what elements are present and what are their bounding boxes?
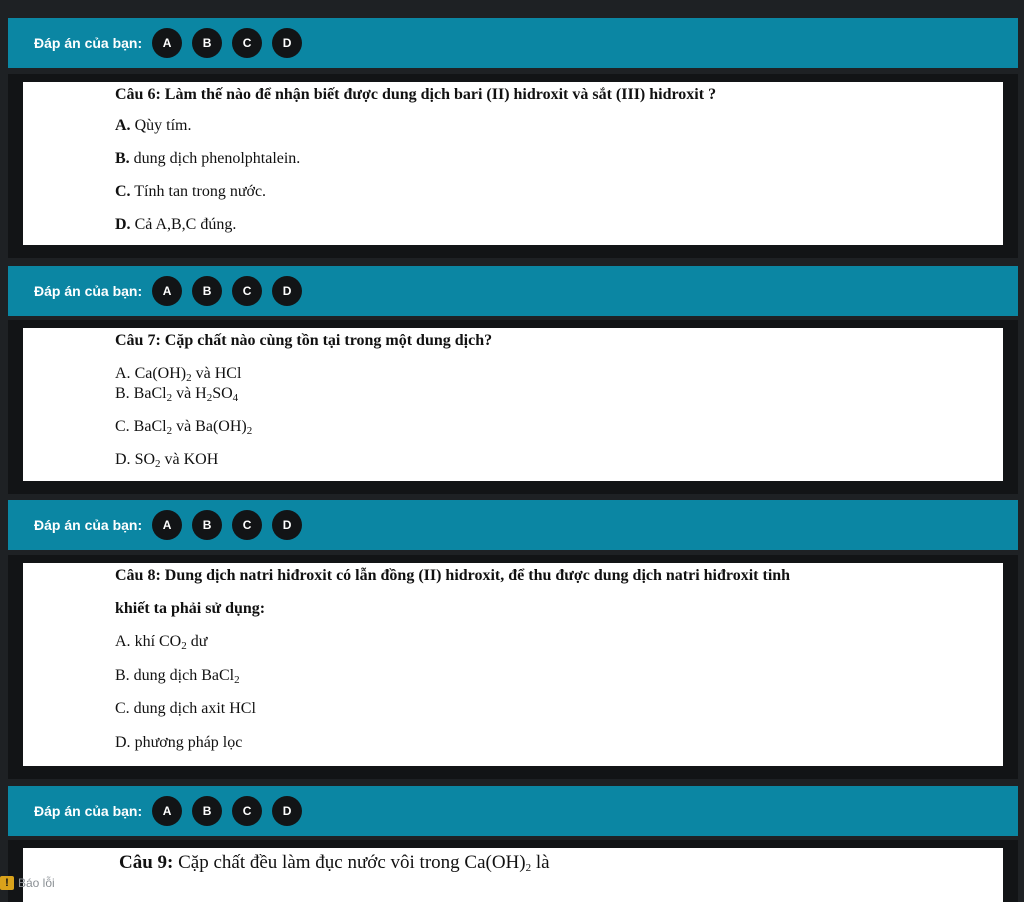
option-d-button[interactable]: D [272,276,302,306]
option-b-button[interactable]: B [192,276,222,306]
option-d-button[interactable]: D [272,510,302,540]
option-c-button[interactable]: C [232,276,262,306]
question-card-9 [23,848,1003,902]
option-c-button[interactable]: C [232,510,262,540]
answer-label: Đáp án của bạn: [34,283,143,299]
choice-a: A. khí $CO_2$ dư [115,633,208,652]
answer-label: Đáp án của bạn: [34,35,143,51]
choice-d: D. Cả A,B,C đúng. [115,216,237,233]
option-a-button[interactable]: A [152,276,182,306]
option-d-button[interactable]: D [272,28,302,58]
answer-bar-q6 [8,18,1018,68]
question-card-6 [23,82,1003,245]
choice-c: C. dung dịch axit HCl [115,700,256,717]
choice-b: B. BaCl$_2$ và $H_2SO_4$ [115,385,239,404]
option-a-button[interactable]: A [152,28,182,58]
option-b-button[interactable]: B [192,510,222,540]
choice-a: A. $Ca(OH)_2$ và HCl [115,365,242,384]
answer-bar-q9 [8,786,1018,836]
question-title-line-1: Câu 8: Dung dịch natri hiđroxit có lẫn đồng (II) hidroxit, để thu được dung dịch natri hiđroxit tinh [115,567,791,584]
warning-icon: ! [0,876,14,890]
question-title: Câu 7: Cặp chất nào cùng tồn tại trong một dung dịch? [115,332,493,349]
option-c-button[interactable]: C [232,796,262,826]
option-b-button[interactable]: B [192,28,222,58]
option-d-button[interactable]: D [272,796,302,826]
choice-b: B. dung dịch phenolphtalein. [115,150,301,167]
choice-b: B. dung dịch BaCl$_2$ [115,667,240,686]
report-error-link[interactable] [0,876,55,890]
answer-bar-q8 [8,500,1018,550]
question-card-7 [23,328,1003,481]
question-title: Câu 6: Làm thế nào để nhận biết được dung dịch bari (II) hidroxit và sắt (III) hidroxit ? [115,86,717,103]
option-a-button[interactable]: A [152,796,182,826]
answer-label: Đáp án của bạn: [34,517,143,533]
option-a-button[interactable]: A [152,510,182,540]
choice-c: C. Tính tan trong nước. [115,183,267,200]
question-title: Câu 9: Cặp chất đều làm đục nước vôi trong $Ca(OH)_2$ là [119,852,550,874]
question-title-line-2: khiết ta phải sử dụng: [115,600,266,617]
choice-d: D. $SO_2$ và KOH [115,451,219,470]
report-error-label: Báo lỗi [18,876,55,890]
answer-label: Đáp án của bạn: [34,803,143,819]
question-card-8 [23,563,1003,766]
choice-c: C. BaCl$_2$ và $Ba(OH)_2$ [115,418,253,437]
choice-d: D. phương pháp lọc [115,734,243,751]
option-b-button[interactable]: B [192,796,222,826]
answer-bar-q7 [8,266,1018,316]
choice-a: A. Qùy tím. [115,117,192,134]
option-c-button[interactable]: C [232,28,262,58]
